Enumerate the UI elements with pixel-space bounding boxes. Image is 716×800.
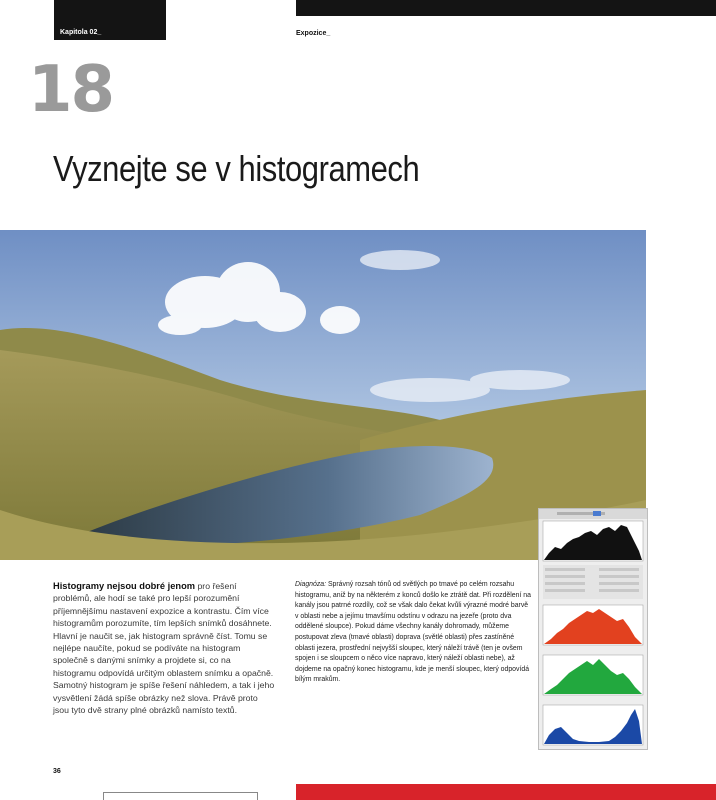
body-paragraph: pro řešení problémů, ale hodí se také pro lepší porozumění příjemnějšímu nastavení expozice a kontrastu. Čím více histogramům porozumíte, tím lepších snímků dosáhnete. Hlavní je naučit se, jak histogram správně číst. Tomu se nejlépe naučíte, pokud se podíváte na histogram společně s danými snímky a projdete si, co na histogramu odpovídá určitým oblastem snímku a opačně. Samotný histogram je spíše řešení náhledem, a tak i jeho vysvětlení žádá spíše obrázky než slova. Právě proto jsou tyto dvě strany plné obrázků namísto textů.: [53, 581, 275, 716]
footer-box: [103, 792, 258, 800]
caption-label: Diagnóza:: [295, 581, 327, 588]
section-label: Expozice_: [296, 30, 331, 37]
body-text: [53, 580, 275, 716]
page-title: Vyznejte se v histogramech: [53, 148, 420, 189]
body-lead: Histogramy nejsou dobré jenom: [53, 581, 196, 591]
chapter-label: Kapitola 02_: [60, 29, 102, 36]
header-right-bar: [296, 0, 716, 16]
chapter-number: 18: [28, 53, 114, 127]
footer-red-bar: [296, 784, 716, 800]
caption-text: Správný rozsah tónů od světlých po tmavé po celém rozsahu histogramu, aniž by na některém z konců došlo ke ztrátě dat. Při rozdělení na kanály jsou patrné rozdíly, což se však dalo čekat kvůli výrazné modré barvě v oblasti nebe a jejímu tmavšímu odstínu v odrazu na jezeře (proto dva oddělené sloupce). Pokud dáme všechny kanály dohromady, můžeme postupovat zleva (tmavé oblasti) doprava (světlé oblasti) přes zastíněné oblasti jezera, prostřední nejvyšší sloupec, který náleží trávě (ten je ovšem spojen i se sloupcem o něco více napravo, který náleží oblasti nebe), až dojdeme na opačný konec histogramu, kde je menší sloupec, který odpovídá bílým mrakům.: [295, 581, 531, 684]
header-chapter-bar: [54, 0, 166, 40]
histogram-panel: [538, 508, 648, 750]
page-number: 36: [53, 768, 61, 775]
diagnosis-caption: [295, 580, 531, 686]
